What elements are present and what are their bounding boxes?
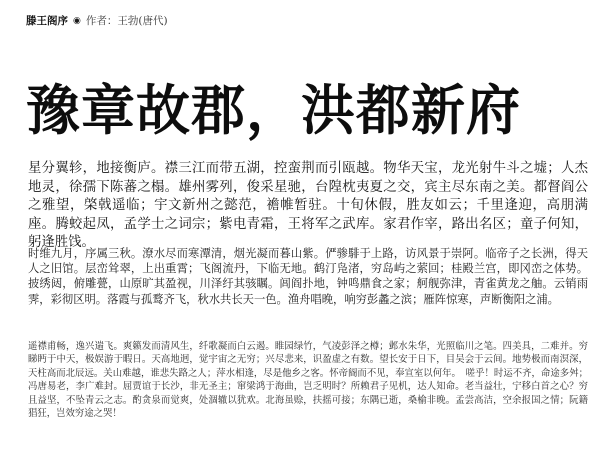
paragraph-2: 时维九月，序属三秋。潦水尽而寒潭清，烟光凝而暮山紫。俨骖騑于上路，访风景于崇阿。临帝子之长洲，得天人之旧馆。层峦耸翠，上出重霄；飞阁流丹，下临无地。鹤汀凫渚，穷岛屿之萦回；桂殿兰宫，即冈峦之体势。披绣闼，俯雕甍，山原旷其盈视，川泽纡其骇瞩。闾阎扑地，钟鸣鼎食之家；舸舰弥津，青雀黄龙之舳。云销雨霁，彩彻区明。落霞与孤鹜齐飞，秋水共长天一色。渔舟唱晚，响穷彭蠡之滨；雁阵惊寒，声断衡阳之浦。 bbox=[28, 247, 588, 306]
paragraph-1: 星分翼轸，地接衡庐。襟三江而带五湖，控蛮荆而引瓯越。物华天宝，龙光射牛斗之墟；人杰地灵，徐孺下陈蕃之榻。雄州雾列，俊采星驰，台隍枕夷夏之交，宾主尽东南之美。都督阎公之雅望，棨戟遥临；宇文新州之懿范，襜帷暂驻。十旬休假，胜友如云；千里逢迎，高朋满座。腾蛟起凤，孟学士之词宗；紫电青霜，王将军之武库。家君作宰，路出名区；童子何知，躬逢胜饯。 bbox=[28, 161, 588, 251]
author-line: 作者：王勃(唐代) bbox=[85, 15, 168, 27]
headline: 豫章故郡，洪都新府 bbox=[26, 78, 521, 142]
page-header bbox=[26, 14, 168, 28]
paragraph-3: 遥襟甫畅，逸兴遄飞。爽籁发而清风生，纤歌凝而白云遏。睢园绿竹，气凌彭泽之樽；邺水朱华，光照临川之笔。四美具，二难并。穷睇眄于中天，极娱游于暇日。天高地迥，觉宇宙之无穷；兴尽悲来，识盈虚之有数。望长安于日下，目吴会于云间。地势极而南溟深，天柱高而北辰远。关山难越，谁悲失路之人；萍水相逢，尽是他乡之客。怀帝阍而不见，奉宣室以何年。 嗟乎！时运不齐，命途多舛；冯唐易老，李广难封。屈贾谊于长沙，非无圣主；窜梁鸿于海曲，岂乏明时？所赖君子见机，达人知命。老当益壮，宁移白首之心？穷且益坚，不坠青云之志。酌贪泉而觉爽，处涸辙以犹欢。北海虽赊，扶摇可接；东隅已逝，桑榆非晚。孟尝高洁，空余报国之情；阮籍猖狂，岂效穷途之哭！ bbox=[28, 341, 588, 420]
bullet-icon: ◉ bbox=[73, 16, 81, 26]
poem-title: 滕王阁序 bbox=[26, 15, 68, 27]
